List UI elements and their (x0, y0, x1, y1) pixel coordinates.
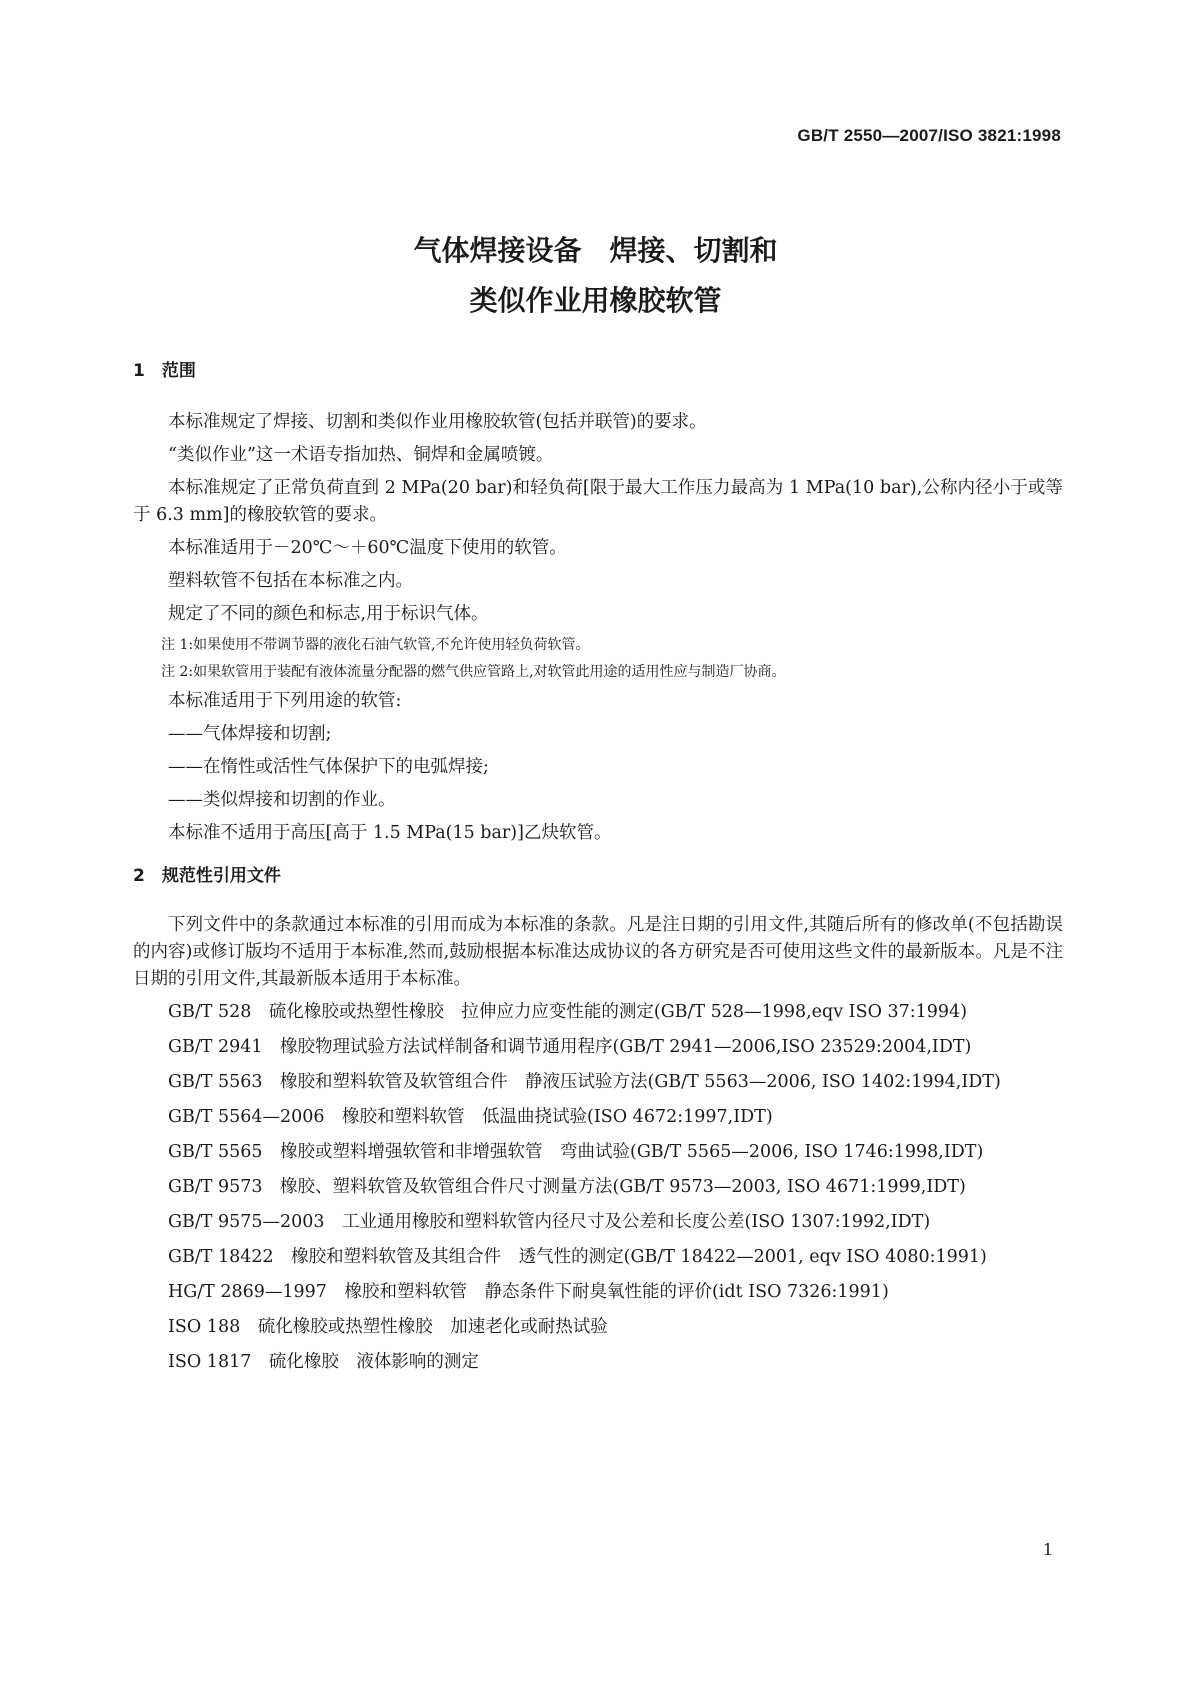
scope-paragraph: “类似作业”这一术语专指加热、铜焊和金属喷镀。 (168, 445, 554, 465)
document-body (133, 358, 1063, 1384)
reference-item: ISO 1817 硫化橡胶 液体影响的测定 (168, 1352, 479, 1372)
exclusion-paragraph: 本标准不适用于高压[高于 1.5 MPa(15 bar)]乙炔软管。 (168, 823, 612, 843)
reference-item: GB/T 18422 橡胶和塑料软管及其组合件 透气性的测定(GB/T 18422—2001, eqv ISO 4080:1991) (168, 1247, 987, 1267)
use-item: ——类似焊接和切割的作业。 (168, 790, 396, 810)
reference-item: ISO 188 硫化橡胶或热塑性橡胶 加速老化或耐热试验 (168, 1317, 608, 1337)
section-2-heading: 2 规范性引用文件 (133, 866, 281, 886)
scope-paragraph: 本标准规定了焊接、切割和类似作业用橡胶软管(包括并联管)的要求。 (168, 412, 707, 432)
section-1-heading: 1 范围 (133, 361, 196, 381)
reference-item: GB/T 5563 橡胶和塑料软管及软管组合件 静液压试验方法(GB/T 5563—2006, ISO 1402:1994,IDT) (168, 1072, 1001, 1092)
use-item: ——在惰性或活性气体保护下的电弧焊接; (168, 757, 489, 777)
reference-item: HG/T 2869—1997 橡胶和塑料软管 静态条件下耐臭氧性能的评价(idt ISO 7326:1991) (168, 1282, 889, 1302)
reference-item: GB/T 5564—2006 橡胶和塑料软管 低温曲挠试验(ISO 4672:1997,IDT) (168, 1107, 773, 1127)
reference-item: GB/T 9573 橡胶、塑料软管及软管组合件尺寸测量方法(GB/T 9573—2003, ISO 4671:1999,IDT) (168, 1177, 966, 1197)
page-number: 1 (1042, 1540, 1053, 1559)
uses-intro: 本标准适用于下列用途的软管: (168, 691, 402, 711)
document-title (0, 226, 1191, 326)
reference-item: GB/T 9575—2003 工业通用橡胶和塑料软管内径尺寸及公差和长度公差(ISO 1307:1992,IDT) (168, 1212, 931, 1232)
reference-item: GB/T 2941 橡胶物理试验方法试样制备和调节通用程序(GB/T 2941—2006,ISO 23529:2004,IDT) (168, 1037, 972, 1057)
scope-paragraph: 本标准规定了正常负荷直到 2 MPa(20 bar)和轻负荷[限于最大工作压力最高为 1 MPa(10 bar),公称内径小于或等于 6.3 mm]的橡胶软管的要求。 (133, 478, 1063, 525)
scope-paragraph: 塑料软管不包括在本标准之内。 (168, 571, 413, 591)
note-2: 注 2:如果软管用于装配有液体流量分配器的燃气供应管路上,对软管此用途的适用性应与制造厂协商。 (161, 664, 786, 680)
scope-paragraph: 规定了不同的颜色和标志,用于标识气体。 (168, 604, 489, 624)
title-line-1: 气体焊接设备 焊接、切割和 (413, 234, 778, 267)
references-intro: 下列文件中的条款通过本标准的引用而成为本标准的条款。凡是注日期的引用文件,其随后所有的修改单(不包括勘误的内容)或修订版均不适用于本标准,然而,鼓励根据本标准达成协议的各方研究是否可使用这些文件的最新版本。凡是不注日期的引用文件,其最新版本适用于本标准。 (133, 915, 1063, 989)
title-line-2: 类似作业用橡胶软管 (469, 284, 722, 317)
scope-paragraph: 本标准适用于－20℃～＋60℃温度下使用的软管。 (168, 538, 567, 558)
use-item: ——气体焊接和切割; (168, 724, 332, 744)
note-1: 注 1:如果使用不带调节器的液化石油气软管,不允许使用轻负荷软管。 (161, 637, 590, 653)
reference-item: GB/T 5565 橡胶或塑料增强软管和非增强软管 弯曲试验(GB/T 5565—2006, ISO 1746:1998,IDT) (168, 1142, 984, 1162)
standard-number: GB/T 2550—2007/ISO 3821:1998 (797, 126, 1061, 145)
reference-item: GB/T 528 硫化橡胶或热塑性橡胶 拉伸应力应变性能的测定(GB/T 528—1998,eqv ISO 37:1994) (168, 1002, 968, 1022)
